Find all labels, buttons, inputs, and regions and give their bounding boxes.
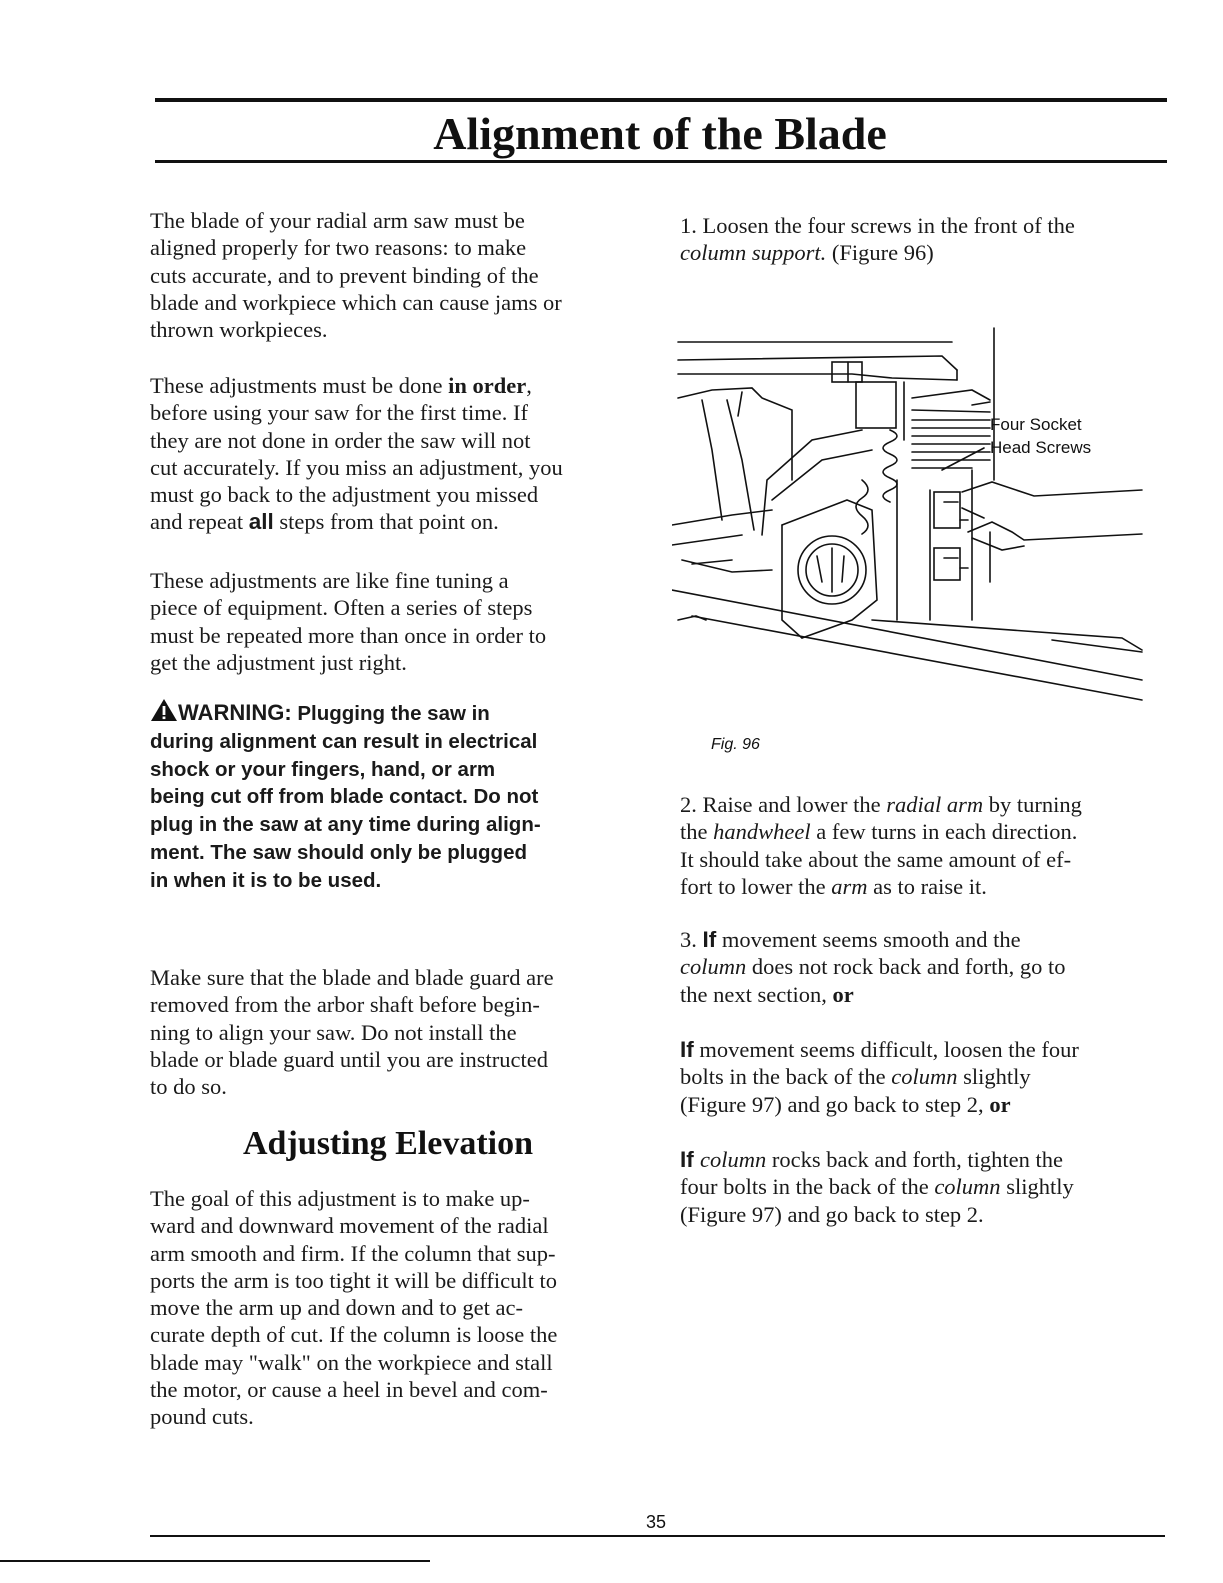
- step3-line: [680, 953, 1066, 980]
- warning-line: [150, 698, 541, 728]
- rocks-term: column: [700, 1147, 767, 1172]
- step3-text: does not rock back and forth, go to: [746, 954, 1066, 980]
- goal-line: The goal of this adjustment is to make up-: [150, 1186, 530, 1211]
- order-emphasis: all: [248, 509, 274, 535]
- rocks-text: four bolts in the back of the: [680, 1174, 935, 1200]
- order-line: [150, 372, 563, 399]
- step3-line: [680, 981, 1066, 1008]
- order-text: ,: [526, 373, 532, 398]
- goal-line: pound cuts.: [150, 1404, 254, 1430]
- page-title: Alignment of the Blade: [433, 108, 887, 159]
- step2-term: arm: [831, 873, 868, 899]
- difficult-paragraph: [680, 1036, 1079, 1118]
- difficult-line: [680, 1063, 1079, 1090]
- step2-line: [680, 873, 1082, 900]
- goal-line: curate depth of cut. If the column is loose the: [150, 1322, 558, 1348]
- warning-line: plug in the saw at any time during align-: [150, 813, 541, 837]
- intro-line: The blade of your radial arm saw must be: [150, 208, 525, 233]
- footer-rule: [150, 1535, 1165, 1537]
- title-top-rule: [155, 98, 1167, 102]
- step2-text: fort to lower the: [680, 873, 832, 899]
- step1-paragraph: [680, 212, 1075, 267]
- step2-text: by turning: [983, 792, 1082, 817]
- guard-line: blade or blade guard until you are instructed: [150, 1046, 548, 1072]
- goal-line: ports the arm is too tight it will be difficult to: [150, 1267, 558, 1293]
- guard-line: to do so.: [150, 1074, 227, 1100]
- warning-line: during alignment can result in electrical: [150, 729, 538, 753]
- rocks-paragraph: [680, 1146, 1074, 1228]
- step2-term: handwheel: [713, 819, 811, 845]
- intro-paragraph: [150, 207, 562, 343]
- step3-text: 3.: [680, 927, 703, 952]
- page-number: 35: [646, 1512, 667, 1532]
- step3-text: movement seems smooth and the: [716, 927, 1021, 952]
- order-line: before using your saw for the first time. If: [150, 400, 529, 426]
- difficult-text: slightly: [957, 1064, 1031, 1090]
- goal-line: blade may "walk" on the workpiece and stall: [150, 1349, 553, 1375]
- warning-label: WARNING:: [178, 700, 292, 725]
- figure-96-illustration: [672, 320, 1162, 720]
- rocks-term: column: [934, 1174, 1001, 1200]
- step3-emphasis: If: [702, 927, 717, 952]
- warning-line: in when it is to be used.: [150, 868, 382, 892]
- tuning-line: must be repeated more than once in order to: [150, 622, 547, 648]
- order-text: and repeat: [150, 509, 249, 535]
- difficult-text: bolts in the back of the: [680, 1064, 892, 1090]
- rocks-text: slightly: [1000, 1174, 1074, 1200]
- step3-line: [680, 926, 1066, 953]
- order-text: steps from that point on.: [273, 509, 499, 535]
- guard-line: removed from the arbor shaft before begin-: [150, 992, 540, 1018]
- rocks-line: [680, 1173, 1074, 1200]
- step1-line: 1. Loosen the four screws in the front of the: [680, 213, 1075, 238]
- goal-line: move the arm up and down and to get ac-: [150, 1295, 524, 1321]
- warning-block: [150, 698, 541, 895]
- intro-line: thrown workpieces.: [150, 317, 328, 343]
- rocks-line: (Figure 97) and go back to step 2.: [680, 1201, 984, 1227]
- step1-text: (Figure 96): [826, 240, 934, 266]
- goal-line: arm smooth and firm. If the column that sup-: [150, 1240, 556, 1266]
- order-line: cut accurately. If you miss an adjustment, you: [150, 454, 563, 480]
- step3-term: column: [680, 954, 747, 980]
- difficult-line: [680, 1091, 1079, 1118]
- guard-line: ning to align your saw. Do not install the: [150, 1019, 517, 1045]
- step2-paragraph: [680, 791, 1082, 900]
- warning-line: being cut off from blade contact. Do not: [150, 785, 539, 809]
- difficult-emphasis: If: [680, 1037, 694, 1062]
- step1-line: [680, 239, 1075, 266]
- figure-callout: [990, 413, 1091, 459]
- intro-line: cuts accurate, and to prevent binding of the: [150, 262, 539, 288]
- tuning-line: These adjustments are like fine tuning a: [150, 568, 509, 593]
- step2-text: the: [680, 819, 714, 845]
- callout-line: Four Socket: [990, 415, 1082, 434]
- warning-triangle-icon: [150, 698, 178, 722]
- step2-text: 2. Raise and lower the: [680, 792, 887, 817]
- order-text: These adjustments must be done: [150, 373, 449, 398]
- goal-line: the motor, or cause a heel in bevel and com-: [150, 1377, 548, 1403]
- rocks-text: rocks back and forth, tighten the: [766, 1147, 1064, 1172]
- warning-line: ment. The saw should only be plugged: [150, 840, 527, 864]
- figure-caption: Fig. 96: [711, 736, 760, 753]
- goal-paragraph: [150, 1185, 557, 1431]
- difficult-text: (Figure 97) and go back to step 2,: [680, 1091, 990, 1117]
- step3-text: the next section,: [680, 981, 833, 1007]
- step3-emphasis: or: [832, 981, 854, 1007]
- bottom-edge-rule: [0, 1560, 430, 1562]
- difficult-term: column: [891, 1064, 958, 1090]
- order-paragraph: [150, 372, 563, 536]
- step2-text: as to raise it.: [867, 873, 987, 899]
- tuning-paragraph: [150, 567, 546, 676]
- step3-paragraph: [680, 926, 1066, 1008]
- step2-line: It should take about the same amount of ef-: [680, 846, 1072, 872]
- step1-term: column support.: [680, 240, 827, 266]
- intro-line: blade and workpiece which can cause jams or: [150, 289, 562, 315]
- goal-line: ward and downward movement of the radial: [150, 1213, 549, 1239]
- title-bottom-rule: [155, 160, 1167, 163]
- step2-term: radial arm: [886, 792, 984, 817]
- section-heading: Adjusting Elevation: [243, 1125, 533, 1162]
- difficult-emphasis: or: [989, 1091, 1011, 1117]
- difficult-line: [680, 1036, 1079, 1063]
- step2-text: a few turns in each direction.: [810, 819, 1078, 845]
- intro-line: aligned properly for two reasons: to make: [150, 235, 527, 261]
- guard-line: Make sure that the blade and blade guard are: [150, 965, 554, 990]
- step2-line: [680, 818, 1082, 845]
- guard-paragraph: [150, 964, 554, 1100]
- rocks-line: [680, 1146, 1074, 1173]
- difficult-text: movement seems difficult, loosen the four: [693, 1037, 1079, 1062]
- rocks-emphasis: If: [680, 1147, 700, 1172]
- warning-text: Plugging the saw in: [291, 702, 490, 725]
- order-emphasis: in order: [448, 373, 527, 398]
- step2-line: [680, 791, 1082, 818]
- order-line: [150, 508, 563, 535]
- order-line: they are not done in order the saw will not: [150, 427, 531, 453]
- tuning-line: get the adjustment just right.: [150, 649, 407, 675]
- callout-line: Head Screws: [990, 438, 1092, 457]
- tuning-line: piece of equipment. Often a series of steps: [150, 595, 533, 621]
- warning-line: shock or your fingers, hand, or arm: [150, 757, 496, 781]
- order-line: must go back to the adjustment you missed: [150, 482, 539, 508]
